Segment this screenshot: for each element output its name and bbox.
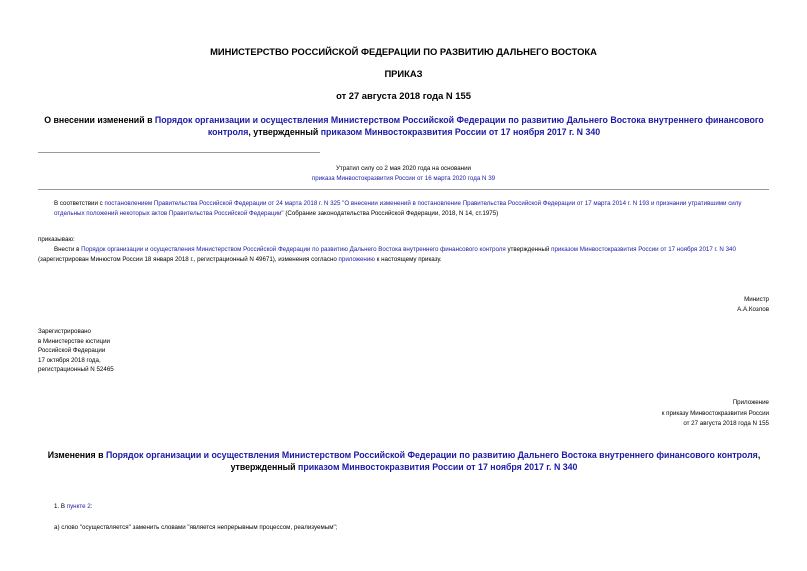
changes-title-text: Изменения в [47,450,106,460]
appendix-line: Приложение [732,399,769,406]
title-link-procedure[interactable]: Порядок организации и осуществления Министерством Российской Федерации по развитию Дальнего Востока внутреннего финансового контроля [154,115,764,137]
title-text: О внесении изменений в [44,115,155,125]
signature-position: Министр [744,296,769,303]
order-text: утвержденный [505,246,552,253]
appendix-line: к приказу Минвостокразвития России [661,409,769,417]
changes-title-link-order-340[interactable]: приказом Минвостокразвития России от 17 ноября 2017 г. N 340 [298,462,578,472]
order-label: приказываю: [38,236,75,243]
registration-line: Российской Федерации [38,347,106,355]
order-date-line: от 27 августа 2018 года N 155 [336,90,471,101]
registration-line: регистрационный N 52465 [38,366,114,374]
order-link-order-340[interactable]: приказом Минвостокразвития России от 17 ноября 2017 г. N 340 [551,246,736,253]
status-note [200,164,607,183]
title-text: , утвержденный [248,127,321,137]
preamble-link-decree-325[interactable]: постановлением Правительства Российской Федерации от 24 марта 2018 г. N 325 "О внесении изменений в постановление Правительства Российской Федерации от 17 марта 2014 г. N 193 и признании утратившими силу отдельных положений некоторых актов Правительства Российской Федерации" [54,200,742,217]
doc-type-heading: ПРИКАЗ [384,68,423,79]
preamble-text: (Собрание законодательства Российской Федерации, 2018, N 14, ст.1975) [283,209,499,217]
order-text: к настоящему приказу. [374,255,442,263]
change-item-a: а) слово "осуществляется" заменить словами "является непрерывным процессом, реализуемым"; [54,524,338,531]
order-paragraph [38,245,769,264]
title-link-order-340[interactable]: приказом Минвостокразвития России от 17 ноября 2017 г. N 340 [320,127,601,137]
appendix-line: от 27 августа 2018 года N 155 [683,420,769,427]
item-text: : [90,503,93,510]
appendix-block [450,398,769,430]
status-line: Утратил силу со 2 мая 2020 года на основании [336,165,471,172]
registration-line: Зарегистрировано [38,328,91,335]
signature-block [500,295,769,314]
change-item-1 [54,502,92,512]
registration-block [38,327,288,375]
status-link-order-39[interactable]: приказа Минвостокразвития России от 16 марта 2020 года N 39 [311,174,496,182]
changes-title-link-procedure[interactable]: Порядок организации и осуществления Министерством Российской Федерации по развитию Дальнего Востока внутреннего финансового контроля [105,450,758,460]
order-text: Внести в [54,246,82,253]
preamble-paragraph [54,199,769,218]
order-title [34,114,774,138]
signature-name: А.А.Козлов [737,305,769,313]
preamble-text: В соответствии с [54,200,105,207]
changes-title-text: , утвержденный [230,450,761,472]
item-text: 1. В [54,503,67,510]
registration-line: в Министерстве юстиции [38,337,111,345]
divider [38,152,320,153]
order-link-procedure[interactable]: Порядок организации и осуществления Министерством Российской Федерации по развитию Дальнего Востока внутреннего финансового контроля [81,246,506,253]
ministry-heading: МИНИСТЕРСТВО РОССИЙСКОЙ ФЕДЕРАЦИИ ПО РАЗВИТИЮ ДАЛЬНЕГО ВОСТОКА [210,46,597,57]
divider [38,189,769,190]
order-text: (зарегистрирован Минюстом России 18 января 2018 г., регистрационный N 49671), изменения согласно [38,255,339,263]
item-link-paragraph-2[interactable]: пункте 2 [66,503,91,510]
order-link-appendix[interactable]: приложению [338,255,375,263]
changes-title [34,449,774,473]
registration-line: 17 октября 2018 года, [38,356,101,364]
